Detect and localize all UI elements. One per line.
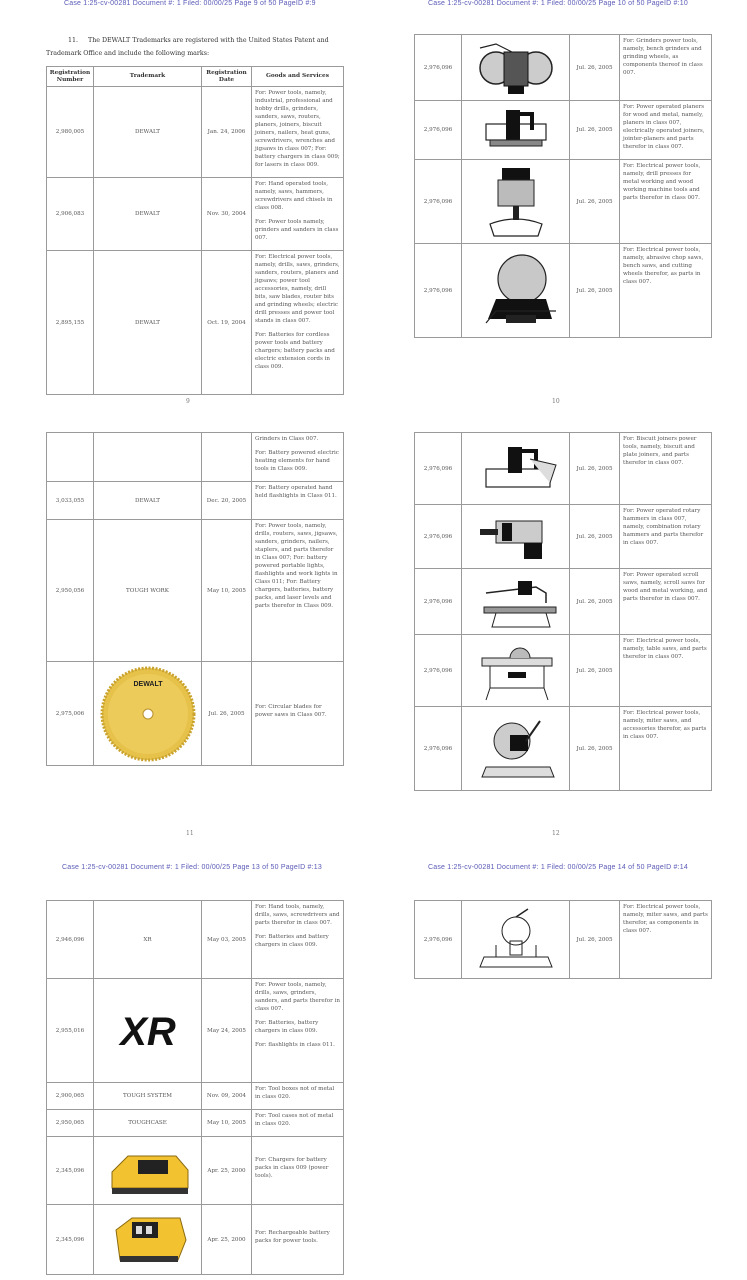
trademark-table: [414, 432, 712, 791]
registration-date: Apr. 25, 2000: [202, 1205, 252, 1275]
goods-description: For: Power tools, namely, drills, saws, grinders, sanders, and parts therefor in class 007. For: Batteries, battery chargers in class 009. For: flashlights in class 011.: [252, 979, 344, 1083]
trademark-image: [462, 160, 570, 244]
registration-date: May 10, 2005: [202, 1110, 252, 1137]
goods-description: For: Battery operated hand held flashlights in Class 011.: [252, 482, 344, 520]
registration-number: 2,950,056: [47, 520, 94, 662]
page-4: [374, 420, 747, 840]
registration-number: 3,033,055: [47, 482, 94, 520]
table-row: [415, 101, 712, 160]
table-row: [415, 244, 712, 338]
registration-number: 2,976,096: [415, 160, 462, 244]
table-saw-image: [466, 640, 566, 702]
goods-description: For: Electrical power tools, namely, drill presses for metal working and wood working machine tools and parts therefor in class 007.: [620, 160, 712, 244]
registration-number: 2,895,155: [47, 251, 94, 395]
goods-description: For: Electrical power tools, namely, miter saws, and accessories therefor, as parts in class 007.: [620, 707, 712, 791]
registration-date: Oct. 19, 2004: [202, 251, 252, 395]
bench-grinder-image: [466, 38, 566, 98]
battery-charger-image: [98, 1142, 198, 1200]
trademark-table: [46, 66, 344, 395]
registration-date: May 03, 2005: [202, 901, 252, 979]
page-number: 9: [186, 398, 190, 405]
table-row: [47, 662, 344, 766]
goods-description: For: Tool boxes not of metal in class 020.: [252, 1083, 344, 1110]
page-1: [0, 0, 373, 420]
goods-description: For: Grinders power tools, namely, bench grinders and grinding wheels, as components thereof in class 007.: [620, 35, 712, 101]
page-header: Case 1:25-cv-00281 Document #: 1 Filed: 00/00/25 Page 14 of 50 PageID #:14: [428, 864, 688, 871]
goods-description: For: Electrical power tools, namely, abrasive chop saws, bench saws, and cutting wheels therefor, as parts in class 007.: [620, 244, 712, 338]
miter-saw-image: [466, 711, 566, 787]
registration-number: 2,976,096: [415, 901, 462, 979]
trademark-table: [414, 900, 712, 979]
page-5: [0, 840, 373, 1280]
goods-description: For: Chargers for battery packs in class 009 (power tools).: [252, 1137, 344, 1205]
rotary-hammer-image: [466, 509, 566, 565]
registration-date: Nov. 30, 2004: [202, 178, 252, 251]
trademark-image: [94, 662, 202, 766]
goods-description: For: Hand operated tools, namely, saws, hammers, screwdrivers and chisels in class 008. For: Power tools namely, grinders and sanders in class 007.: [252, 178, 344, 251]
goods-description: For: Power tools, namely, industrial, professional and hobby drills, grinders, sanders, saws, routers, planers, joiners, biscuit joiners, nailers, heat guns, screwdrivers, wrenches and jigsaws in class 007; For: battery chargers in class 009; for lasers in class 009.: [252, 87, 344, 178]
table-row: [47, 482, 344, 520]
table-header-row: [47, 67, 344, 87]
goods-description: For: Circular blades for power saws in Class 007.: [252, 662, 344, 766]
trademark-image: [462, 35, 570, 101]
trademark-text: XR: [94, 901, 202, 979]
table-row: [415, 901, 712, 979]
goods-description: For: Power tools, namely, drills, routers, saws, jigsaws, sanders, grinders, nailers, staplers, and parts therefor in Class 007; For: battery powered portable lights, flashlights and work lights in Class 011; For: Battery chargers, batteries, battery packs, and laser levels and parts therefor in Class 009.: [252, 520, 344, 662]
table-row: [47, 178, 344, 251]
registration-number: 2,975,006: [47, 662, 94, 766]
table-row: [47, 1137, 344, 1205]
registration-number: 2,976,096: [415, 244, 462, 338]
registration-date: Jul. 26, 2005: [570, 707, 620, 791]
goods-description: For: Electrical power tools, namely, table saws, and parts therefor in class 007.: [620, 635, 712, 707]
registration-date: Jul. 26, 2005: [570, 505, 620, 569]
table-row: [415, 433, 712, 505]
goods-description: For: Electrical power tools, namely, drills, saws, grinders, sanders, routers, planers and jigsaws; power tool accessories, namely, drill bits, saw blades, router bits and grinding wheels; electric drill presses and power tool stands in class 007. For: Batteries for cordless power tools and battery chargers; battery packs and electric extension cords in class 009.: [252, 251, 344, 395]
registration-number: 2,976,096: [415, 569, 462, 635]
col-header-date: Registration Date: [202, 67, 252, 87]
registration-date: [202, 433, 252, 482]
registration-number: [47, 433, 94, 482]
trademark-text: [94, 433, 202, 482]
registration-date: Jul. 26, 2005: [570, 160, 620, 244]
registration-date: Apr. 25, 2000: [202, 1137, 252, 1205]
goods-description: Grinders in Class 007. For: Battery powered electric heating elements for hand tools in Class 009.: [252, 433, 344, 482]
trademark-image: [462, 635, 570, 707]
xr-logo-text: XR: [119, 1009, 176, 1054]
planer-image: [466, 104, 566, 156]
registration-number: 2,950,065: [47, 1110, 94, 1137]
registration-date: Nov. 09, 2004: [202, 1083, 252, 1110]
table-row: [47, 1083, 344, 1110]
saw-blade-image: [98, 664, 198, 764]
table-row: [415, 569, 712, 635]
table-row: [415, 635, 712, 707]
table-row: [415, 35, 712, 101]
registration-number: 2,976,096: [415, 35, 462, 101]
registration-number: 2,980,005: [47, 87, 94, 178]
xr-logo-image: [98, 1001, 198, 1061]
registration-number: 2,976,096: [415, 433, 462, 505]
registration-date: Jul. 26, 2005: [570, 35, 620, 101]
page-number: 11: [186, 830, 194, 837]
table-row: [47, 1110, 344, 1137]
table-row: [47, 251, 344, 395]
trademark-table: [414, 34, 712, 338]
trademark-text: DEWALT: [94, 482, 202, 520]
registration-date: Jul. 26, 2005: [570, 101, 620, 160]
page-header: Case 1:25-cv-00281 Document #: 1 Filed: 00/00/25 Page 10 of 50 PageID #:10: [428, 0, 688, 7]
saw-blade-brand-text: DEWALT: [132, 680, 163, 688]
registration-number: 2,976,096: [415, 635, 462, 707]
trademark-image: [462, 505, 570, 569]
registration-date: Dec. 20, 2005: [202, 482, 252, 520]
table-row: [47, 1205, 344, 1275]
goods-description: For: Hand tools, namely, drills, saws, screwdrivers and parts therefor in class 007. For: Batteries and battery chargers in class 009.: [252, 901, 344, 979]
trademark-image: [94, 979, 202, 1083]
registration-date: Jul. 26, 2005: [570, 244, 620, 338]
table-row: [47, 433, 344, 482]
table-row: [415, 505, 712, 569]
trademark-image: [462, 901, 570, 979]
goods-description: For: Electrical power tools, namely, miter saws, and parts therefor, as components in class 007.: [620, 901, 712, 979]
goods-description: For: Power operated planers for wood and metal, namely, planers in class 007, electrically operated joiners, jointer-planers and parts therefor in class 007.: [620, 101, 712, 160]
registration-number: 2,976,096: [415, 505, 462, 569]
registration-number: 2,345,096: [47, 1205, 94, 1275]
battery-pack-image: [98, 1210, 198, 1270]
page-3: [0, 420, 373, 840]
trademark-image: [94, 1205, 202, 1275]
registration-number: 2,906,083: [47, 178, 94, 251]
trademark-text: DEWALT: [94, 87, 202, 178]
miter-saw-small-image: [466, 905, 566, 975]
goods-description: For: Rechargeable battery packs for power tools.: [252, 1205, 344, 1275]
registration-number: 2,946,096: [47, 901, 94, 979]
trademark-image: [462, 433, 570, 505]
drill-press-image: [466, 164, 566, 240]
table-row: [47, 979, 344, 1083]
table-row: [415, 707, 712, 791]
table-row: [47, 901, 344, 979]
trademark-text: TOUGH WORK: [94, 520, 202, 662]
col-header-registration: Registration Number: [47, 67, 94, 87]
paragraph-text: The DEWALT Trademarks are registered with the United States Patent and Trademark Office and include the following marks:: [46, 37, 329, 57]
trademark-text: DEWALT: [94, 251, 202, 395]
table-row: [415, 160, 712, 244]
page-header: Case 1:25-cv-00281 Document #: 1 Filed: 00/00/25 Page 13 of 50 PageID #:13: [62, 864, 322, 871]
registration-date: Jul. 26, 2005: [570, 569, 620, 635]
page-header: Case 1:25-cv-00281 Document #: 1 Filed: 00/00/25 Page 9 of 50 PageID #:9: [64, 0, 316, 7]
registration-date: Jul. 26, 2005: [570, 901, 620, 979]
trademark-text: TOUGHCASE: [94, 1110, 202, 1137]
trademark-image: [462, 707, 570, 791]
registration-date: Jul. 26, 2005: [570, 635, 620, 707]
goods-description: For: Tool cases not of metal in class 020.: [252, 1110, 344, 1137]
trademark-text: DEWALT: [94, 178, 202, 251]
col-header-goods: Goods and Services: [252, 67, 344, 87]
chop-saw-image: [466, 249, 566, 333]
biscuit-joiner-image: [466, 439, 566, 499]
page-number: 12: [552, 830, 560, 837]
trademark-text: TOUGH SYSTEM: [94, 1083, 202, 1110]
registration-date: May 24, 2005: [202, 979, 252, 1083]
registration-number: 2,955,016: [47, 979, 94, 1083]
registration-date: May 10, 2005: [202, 520, 252, 662]
table-row: [47, 87, 344, 178]
intro-paragraph: [46, 34, 336, 60]
registration-number: 2,900,065: [47, 1083, 94, 1110]
trademark-image: [94, 1137, 202, 1205]
goods-description: For: Power operated scroll saws, namely, scroll saws for wood and metal working, and parts therefor in class 007.: [620, 569, 712, 635]
registration-date: Jan. 24, 2006: [202, 87, 252, 178]
paragraph-number: 11.: [68, 37, 79, 44]
page-2: [374, 0, 747, 420]
col-header-trademark: Trademark: [94, 67, 202, 87]
registration-date: Jul. 26, 2005: [570, 433, 620, 505]
goods-description: For: Biscuit joiners power tools, namely, biscuit and plate joiners, and parts therefor in class 007.: [620, 433, 712, 505]
scroll-saw-image: [466, 573, 566, 631]
trademark-table: [46, 900, 344, 1275]
trademark-table: [46, 432, 344, 766]
trademark-image: [462, 101, 570, 160]
registration-number: 2,976,096: [415, 101, 462, 160]
page-number: 10: [552, 398, 560, 405]
registration-date: Jul. 26, 2005: [202, 662, 252, 766]
page-6: [374, 840, 747, 1280]
goods-description: For: Power operated rotary hammers in class 007, namely, combination rotary hammers and parts therefor in class 007.: [620, 505, 712, 569]
registration-number: 2,976,096: [415, 707, 462, 791]
trademark-image: [462, 244, 570, 338]
trademark-image: [462, 569, 570, 635]
table-row: [47, 520, 344, 662]
registration-number: 2,345,096: [47, 1137, 94, 1205]
